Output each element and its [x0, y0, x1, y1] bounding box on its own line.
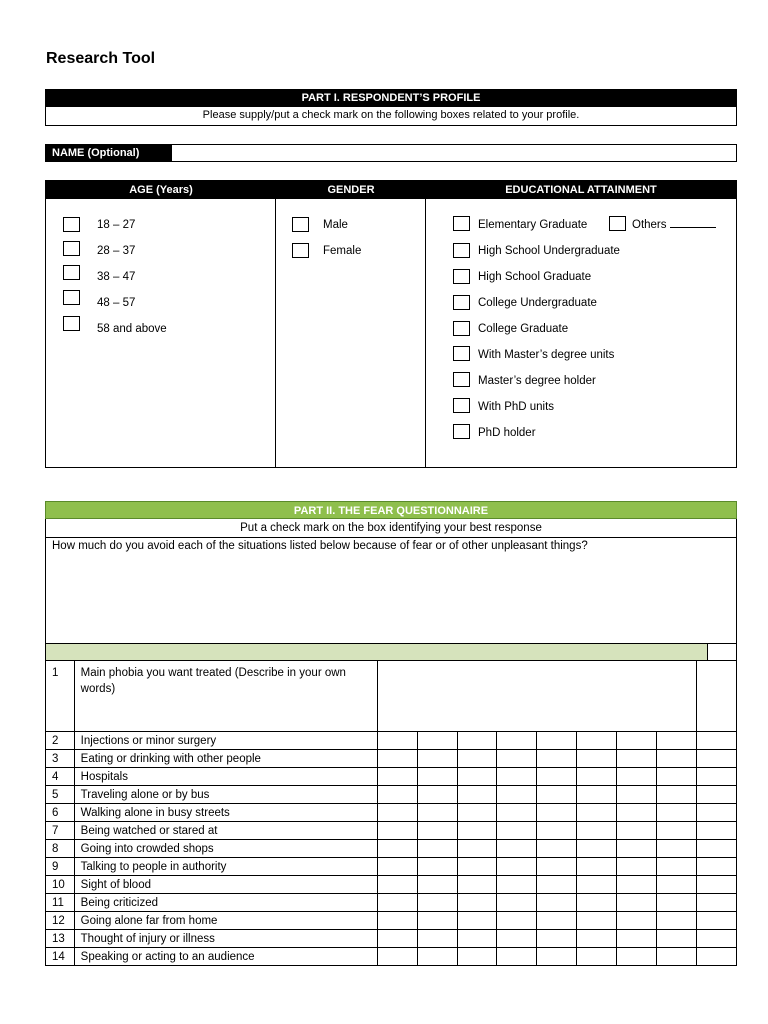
item-number: 2: [46, 732, 75, 750]
age-38-47-checkbox[interactable]: [63, 265, 80, 280]
rating-cell[interactable]: [457, 948, 497, 966]
age-18-27-checkbox[interactable]: [63, 217, 80, 232]
rating-cell[interactable]: [537, 840, 577, 858]
rating-cell[interactable]: [657, 732, 697, 750]
rating-cell[interactable]: [417, 948, 457, 966]
rating-cell[interactable]: [377, 912, 417, 930]
edu-elementary-checkbox[interactable]: [453, 216, 470, 231]
rating-cell[interactable]: [377, 840, 417, 858]
rating-cell[interactable]: [537, 858, 577, 876]
rating-cell[interactable]: [697, 804, 737, 822]
rating-cell[interactable]: [697, 894, 737, 912]
rating-cell[interactable]: [617, 930, 657, 948]
rating-cell[interactable]: [657, 858, 697, 876]
item-text: Traveling alone or by bus: [74, 786, 377, 804]
rating-cell[interactable]: [617, 858, 657, 876]
rating-cell[interactable]: [537, 804, 577, 822]
rating-cell[interactable]: [617, 912, 657, 930]
item-text: Hospitals: [74, 768, 377, 786]
name-label: NAME (Optional): [45, 144, 171, 162]
part1-instruction: Please supply/put a check mark on the following boxes related to your profile.: [45, 107, 737, 126]
rating-cell[interactable]: [457, 858, 497, 876]
education-header: EDUCATIONAL ATTAINMENT: [505, 184, 657, 196]
item-text: Sight of blood: [74, 876, 377, 894]
rating-cell[interactable]: [497, 894, 537, 912]
table-row: [46, 948, 737, 966]
item-text: Being watched or stared at: [74, 822, 377, 840]
edu-option-label: High School Graduate: [478, 271, 592, 283]
item-number: 13: [46, 930, 75, 948]
rating-cell[interactable]: [537, 894, 577, 912]
rating-cell[interactable]: [577, 858, 617, 876]
rating-cell[interactable]: [497, 804, 537, 822]
rating-cell[interactable]: [497, 876, 537, 894]
age-header: AGE (Years): [129, 184, 193, 196]
fear-questionnaire-table: [45, 660, 737, 966]
rating-cell[interactable]: [577, 732, 617, 750]
edu-option-label: PhD holder: [478, 427, 536, 439]
rating-cell[interactable]: [577, 786, 617, 804]
rating-cell[interactable]: [697, 768, 737, 786]
edu-option-label: Master’s degree holder: [478, 375, 596, 387]
age-option-label: 38 – 47: [97, 271, 136, 283]
rating-cell[interactable]: [657, 876, 697, 894]
rating-cell[interactable]: [617, 804, 657, 822]
rating-cell[interactable]: [417, 732, 457, 750]
gender-female-checkbox[interactable]: [292, 243, 309, 258]
rating-cell[interactable]: [537, 822, 577, 840]
rating-cell[interactable]: [697, 822, 737, 840]
rating-cell[interactable]: [377, 768, 417, 786]
rating-cell[interactable]: [457, 930, 497, 948]
rating-cell[interactable]: [697, 930, 737, 948]
item-number: 7: [46, 822, 75, 840]
table-row: [46, 894, 737, 912]
rating-cell[interactable]: [537, 768, 577, 786]
edu-others-checkbox[interactable]: [609, 216, 626, 231]
rating-cell[interactable]: [417, 858, 457, 876]
rating-cell[interactable]: [657, 786, 697, 804]
rating-cell[interactable]: [617, 750, 657, 768]
rating-cell[interactable]: [617, 732, 657, 750]
rating-cell[interactable]: [697, 786, 737, 804]
edu-option-label: With Master’s degree units: [478, 349, 615, 361]
edu-masters-holder-checkbox[interactable]: [453, 372, 470, 387]
item-text: Walking alone in busy streets: [74, 804, 377, 822]
rating-cell[interactable]: [697, 750, 737, 768]
rating-cell[interactable]: [417, 804, 457, 822]
rating-cell[interactable]: [457, 840, 497, 858]
rating-cell[interactable]: [577, 948, 617, 966]
rating-cell[interactable]: [377, 858, 417, 876]
rating-cell[interactable]: [617, 894, 657, 912]
edu-others-field[interactable]: [632, 217, 716, 233]
rating-cell[interactable]: [497, 840, 537, 858]
item-text: Being criticized: [74, 894, 377, 912]
table-row: [46, 732, 737, 750]
rating-cell[interactable]: [537, 930, 577, 948]
edu-option-label: High School Undergraduate: [478, 245, 620, 257]
profile-header-row: [46, 181, 736, 199]
scale-header-band: [45, 644, 708, 661]
rating-cell[interactable]: [537, 876, 577, 894]
part1-header: PART I. RESPONDENT’S PROFILE: [45, 89, 737, 107]
profile-table: [45, 180, 737, 468]
edu-others-label: Others: [632, 219, 667, 231]
name-field[interactable]: [171, 144, 737, 162]
item-number: 3: [46, 750, 75, 768]
age-58-above-checkbox[interactable]: [63, 316, 80, 331]
age-option-label: 58 and above: [97, 323, 167, 335]
rating-cell[interactable]: [377, 876, 417, 894]
column-divider: [425, 199, 426, 468]
rating-cell[interactable]: [497, 912, 537, 930]
rating-cell[interactable]: [577, 912, 617, 930]
rating-cell[interactable]: [417, 840, 457, 858]
item-number: 11: [46, 894, 75, 912]
rating-cell[interactable]: [657, 804, 697, 822]
edu-option-label: With PhD units: [478, 401, 555, 413]
others-blank-line: [670, 218, 716, 228]
item-number: 14: [46, 948, 75, 966]
rating-cell[interactable]: [497, 858, 537, 876]
age-option-label: 28 – 37: [97, 245, 136, 257]
table-row: [46, 768, 737, 786]
gender-header: GENDER: [327, 184, 375, 196]
part2-instruction: Put a check mark on the box identifying your best response: [45, 519, 737, 538]
rating-cell[interactable]: [497, 768, 537, 786]
rating-cell[interactable]: [377, 804, 417, 822]
edu-option-label: College Graduate: [478, 323, 569, 335]
edu-masters-units-checkbox[interactable]: [453, 346, 470, 361]
age-48-57-checkbox[interactable]: [63, 290, 80, 305]
rating-cell[interactable]: [497, 930, 537, 948]
rating-cell[interactable]: [457, 804, 497, 822]
item-number: 4: [46, 768, 75, 786]
table-row: [46, 858, 737, 876]
rating-cell[interactable]: [537, 912, 577, 930]
rating-cell[interactable]: [697, 732, 737, 750]
rating-cell[interactable]: [657, 930, 697, 948]
rating-cell[interactable]: [457, 822, 497, 840]
rating-cell[interactable]: [537, 786, 577, 804]
table-row: [46, 786, 737, 804]
part2-question: How much do you avoid each of the situations listed below because of fear or of other unpleasant things?: [45, 538, 737, 644]
table-row: [46, 876, 737, 894]
gender-option-label: Female: [323, 245, 362, 257]
rating-cell[interactable]: [377, 894, 417, 912]
rating-cell[interactable]: [417, 876, 457, 894]
document-title: Research Tool: [46, 50, 156, 67]
rating-cell[interactable]: [577, 876, 617, 894]
edu-hs-undergrad-checkbox[interactable]: [453, 243, 470, 258]
rating-cell[interactable]: [617, 840, 657, 858]
rating-cell[interactable]: [577, 822, 617, 840]
rating-cell[interactable]: [417, 912, 457, 930]
rating-cell[interactable]: [577, 768, 617, 786]
rating-cell[interactable]: [417, 822, 457, 840]
rating-cell[interactable]: [537, 948, 577, 966]
table-row: [46, 930, 737, 948]
table-row: [46, 661, 737, 732]
rating-cell[interactable]: [657, 768, 697, 786]
rating-cell[interactable]: [697, 912, 737, 930]
rating-cell[interactable]: [577, 750, 617, 768]
rating-cell[interactable]: [657, 894, 697, 912]
table-row: [46, 804, 737, 822]
part2-header: PART II. THE FEAR QUESTIONNAIRE: [45, 501, 737, 519]
rating-cell[interactable]: [617, 768, 657, 786]
rating-cell[interactable]: [577, 930, 617, 948]
item-text: Going into crowded shops: [74, 840, 377, 858]
item-number: 12: [46, 912, 75, 930]
rating-cell[interactable]: [417, 894, 457, 912]
rating-cell[interactable]: [697, 876, 737, 894]
rating-cell[interactable]: [617, 948, 657, 966]
rating-cell[interactable]: [617, 786, 657, 804]
column-divider: [275, 199, 276, 468]
rating-cell[interactable]: [377, 930, 417, 948]
item-number: 1: [46, 661, 75, 732]
rating-cell[interactable]: [377, 750, 417, 768]
gender-male-checkbox[interactable]: [292, 217, 309, 232]
rating-cell[interactable]: [377, 732, 417, 750]
rating-cell[interactable]: [457, 768, 497, 786]
answer-cell[interactable]: [697, 661, 737, 732]
age-option-label: 48 – 57: [97, 297, 136, 309]
rating-cell[interactable]: [497, 948, 537, 966]
rating-cell[interactable]: [657, 948, 697, 966]
item-number: 10: [46, 876, 75, 894]
edu-hs-grad-checkbox[interactable]: [453, 269, 470, 284]
rating-cell[interactable]: [377, 822, 417, 840]
item-number: 6: [46, 804, 75, 822]
item-text: Going alone far from home: [74, 912, 377, 930]
rating-cell[interactable]: [657, 822, 697, 840]
rating-cell[interactable]: [657, 750, 697, 768]
edu-option-label: College Undergraduate: [478, 297, 597, 309]
table-row: [46, 912, 737, 930]
rating-cell[interactable]: [457, 750, 497, 768]
rating-cell[interactable]: [617, 822, 657, 840]
rating-cell[interactable]: [497, 786, 537, 804]
item-text: Thought of injury or illness: [74, 930, 377, 948]
rating-cell[interactable]: [417, 786, 457, 804]
rating-cell[interactable]: [457, 876, 497, 894]
item-text: Eating or drinking with other people: [74, 750, 377, 768]
rating-cell[interactable]: [457, 786, 497, 804]
main-phobia-answer-field[interactable]: [377, 661, 696, 732]
rating-cell[interactable]: [577, 804, 617, 822]
rating-cell[interactable]: [417, 750, 457, 768]
rating-cell[interactable]: [497, 732, 537, 750]
age-28-37-checkbox[interactable]: [63, 241, 80, 256]
edu-college-undergrad-checkbox[interactable]: [453, 295, 470, 310]
rating-cell[interactable]: [457, 894, 497, 912]
rating-cell[interactable]: [537, 732, 577, 750]
rating-cell[interactable]: [497, 822, 537, 840]
edu-phd-units-checkbox[interactable]: [453, 398, 470, 413]
rating-cell[interactable]: [657, 912, 697, 930]
age-option-label: 18 – 27: [97, 219, 136, 231]
table-row: [46, 750, 737, 768]
rating-cell[interactable]: [577, 894, 617, 912]
gender-option-label: Male: [323, 219, 348, 231]
item-number: 9: [46, 858, 75, 876]
table-row: [46, 822, 737, 840]
rating-cell[interactable]: [497, 750, 537, 768]
rating-cell[interactable]: [697, 858, 737, 876]
item-text: Main phobia you want treated (Describe in your own words): [74, 661, 377, 732]
rating-cell[interactable]: [577, 840, 617, 858]
table-row: [46, 840, 737, 858]
item-text: Talking to people in authority: [74, 858, 377, 876]
rating-cell[interactable]: [377, 786, 417, 804]
rating-cell[interactable]: [457, 912, 497, 930]
item-number: 5: [46, 786, 75, 804]
item-number: 8: [46, 840, 75, 858]
rating-cell[interactable]: [417, 930, 457, 948]
item-text: Speaking or acting to an audience: [74, 948, 377, 966]
rating-cell[interactable]: [697, 840, 737, 858]
rating-cell[interactable]: [457, 732, 497, 750]
scale-header-end: [708, 644, 737, 661]
edu-option-label: Elementary Graduate: [478, 219, 588, 231]
rating-cell[interactable]: [417, 768, 457, 786]
rating-cell[interactable]: [537, 750, 577, 768]
edu-phd-holder-checkbox[interactable]: [453, 424, 470, 439]
rating-cell[interactable]: [697, 948, 737, 966]
rating-cell[interactable]: [377, 948, 417, 966]
rating-cell[interactable]: [657, 840, 697, 858]
edu-college-grad-checkbox[interactable]: [453, 321, 470, 336]
item-text: Injections or minor surgery: [74, 732, 377, 750]
rating-cell[interactable]: [617, 876, 657, 894]
